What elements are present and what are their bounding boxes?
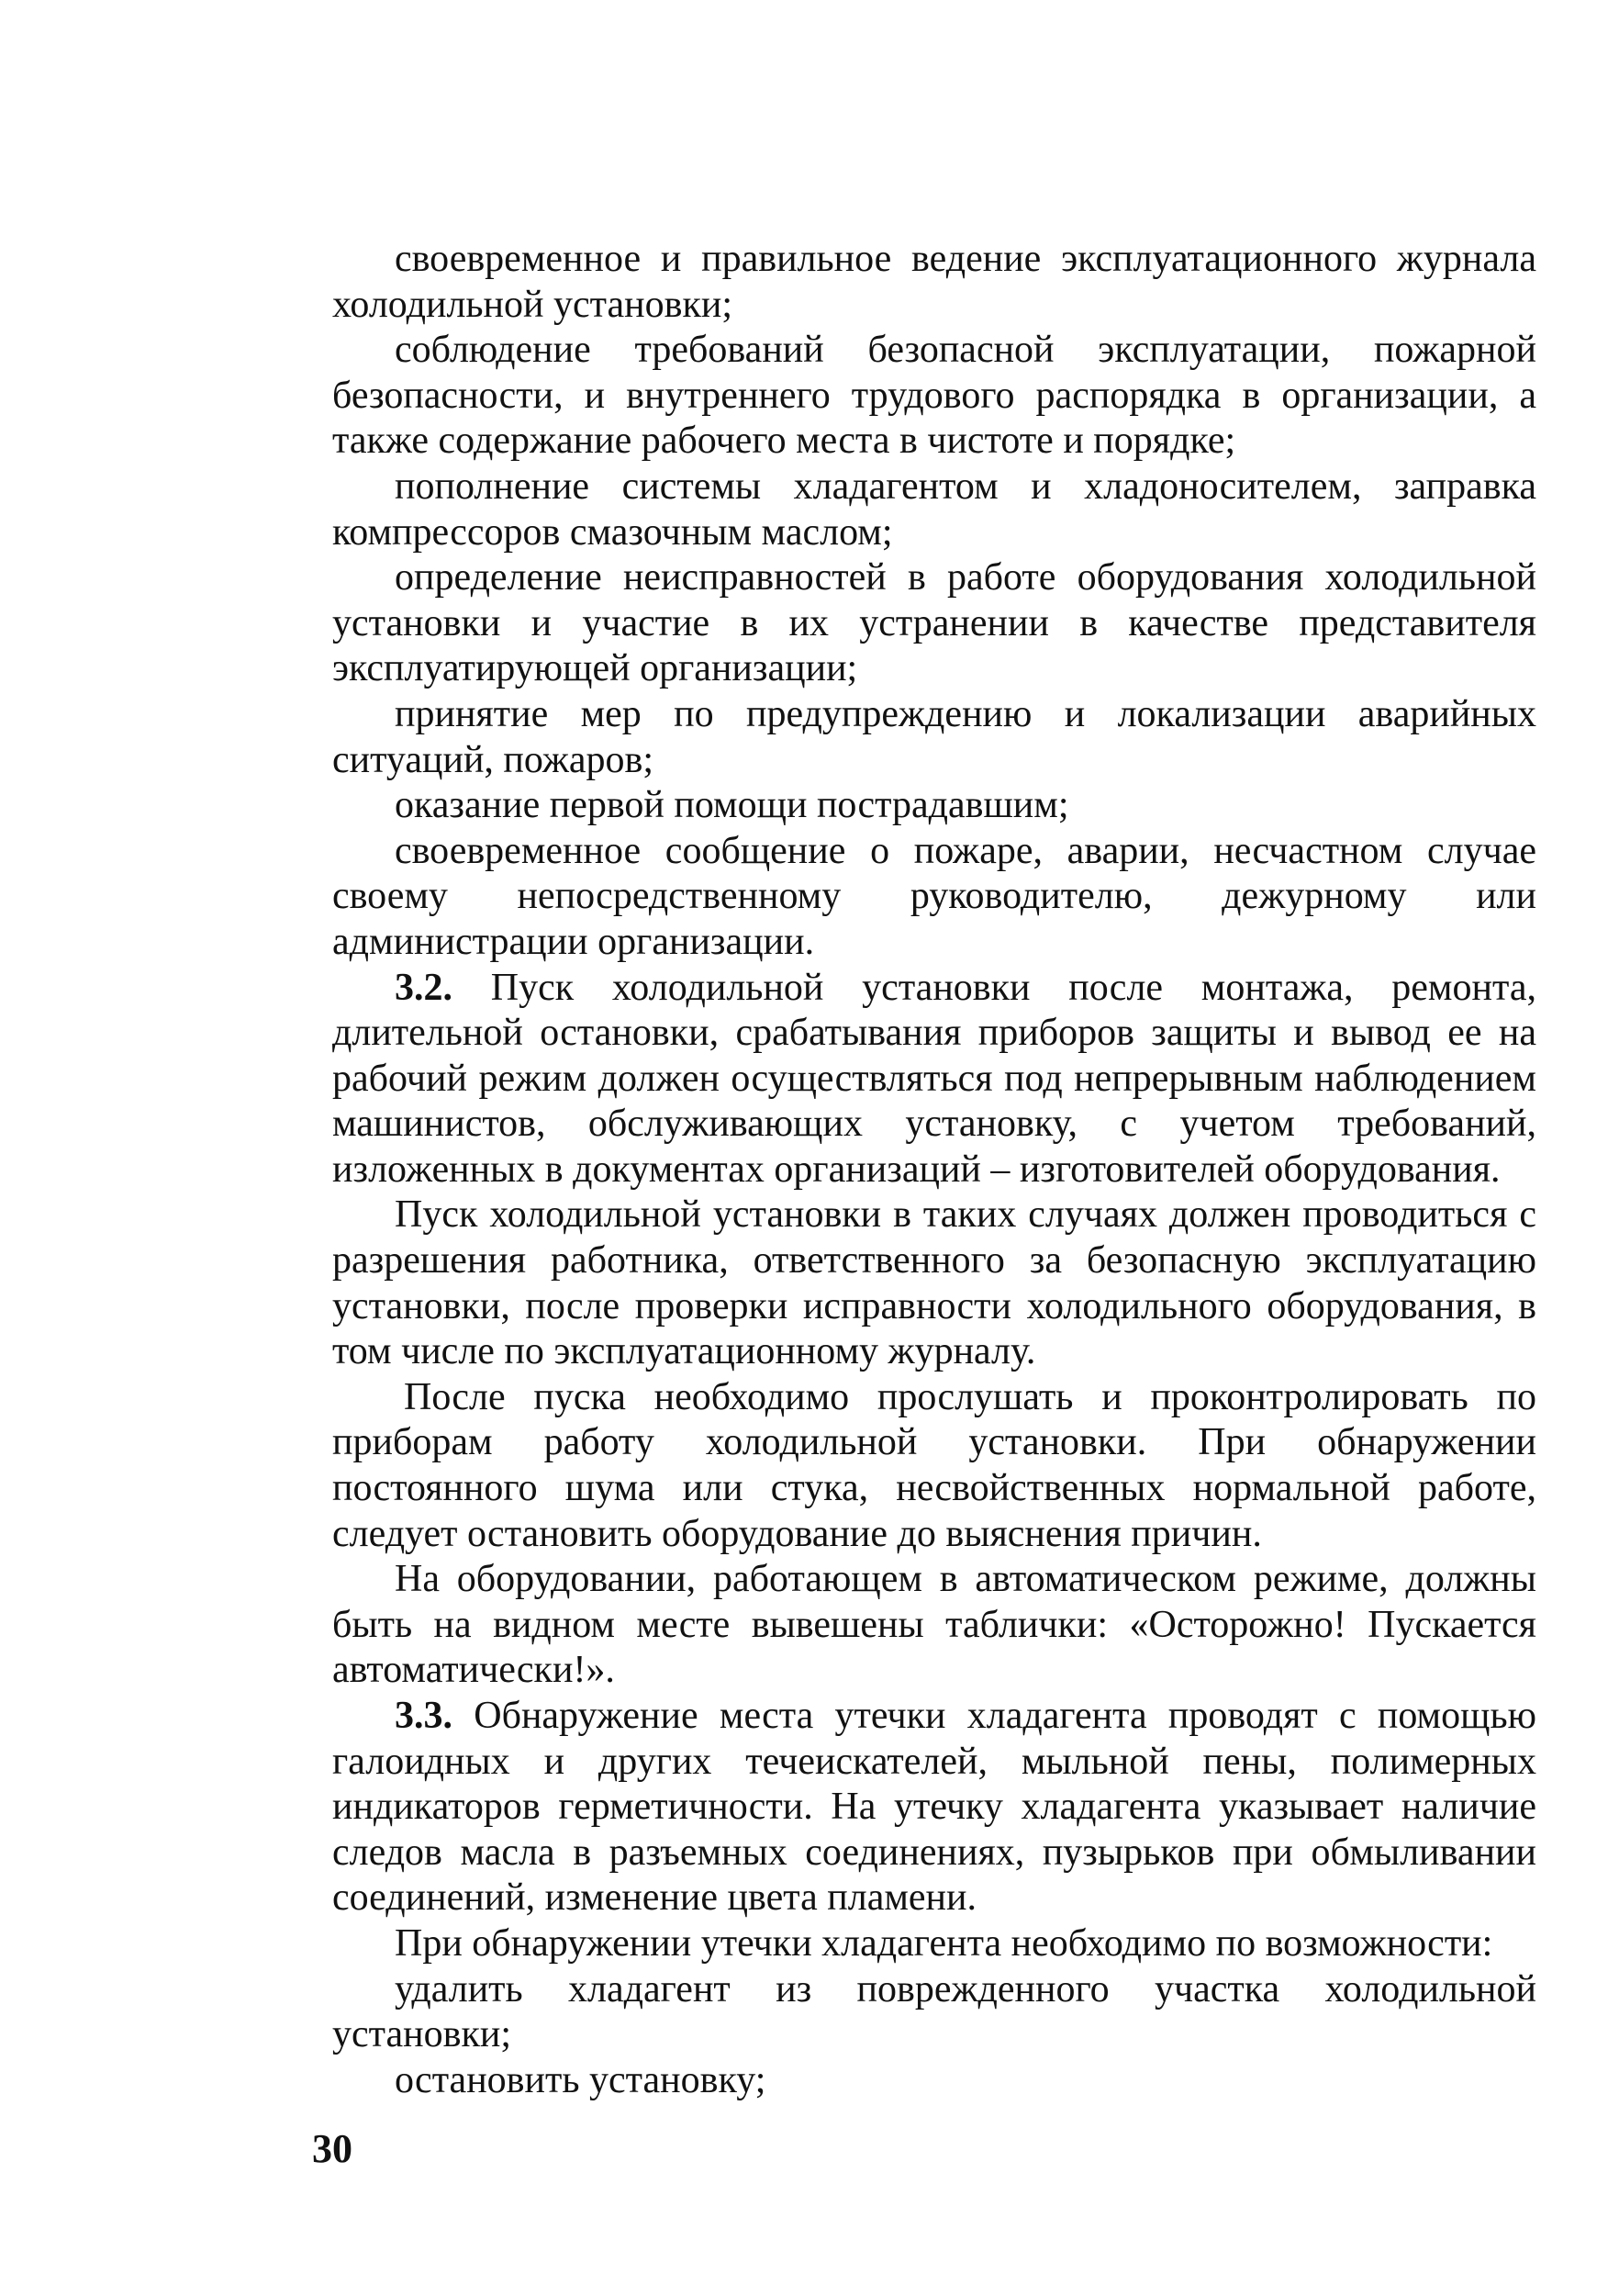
paragraph: При обнаружении утечки хладагента необходимо по возможности: (395, 1921, 1493, 1965)
paragraph: определение неисправностей в работе оборудования холодильной установки и участие в их устранении в качестве представителя эксплуатирующей организации; (332, 556, 1536, 690)
paragraph: После пуска необходимо прослушать и проконтролировать по приборам работу холодильной установки. При обнаружении постоянного шума или стука, несвойственных нормальной работе, следует остановить оборудование до выяснения причин. (332, 1375, 1536, 1555)
paragraph: оказание первой помощи пострадавшим; (395, 784, 1069, 827)
paragraph: Пуск холодильной установки в таких случаях должен проводиться с разрешения работника, ответственного за безопасную эксплуатацию установки, после проверки исправности холодильного оборудования, в том числе по эксплуатационному журналу. (332, 1193, 1536, 1373)
paragraph: принятие мер по предупреждению и локализации аварийных ситуаций, пожаров; (332, 692, 1536, 781)
paragraph: На оборудовании, работающем в автоматическом режиме, должны быть на видном месте вывешены таблички: «Осторожно! Пускается автоматически!». (332, 1558, 1536, 1692)
section-paragraph: 3.2. Пуск холодильной установки после монтажа, ремонта, длительной остановки, срабатывания приборов защиты и вывод ее на рабочий режим должен осуществляться под непрерывным наблюдением машинистов, обслуживающих установку, с учетом требований, изложенных в документах организаций – изготовителей оборудования. (332, 966, 1536, 1191)
section-paragraph: 3.3. Обнаружение места утечки хладагента проводят с помощью галоидных и других течеискателей, мыльной пены, полимерных индикаторов герметичности. На утечку хладагента указывает наличие следов масла в разъемных соединениях, пузырьков при обмыливании соединений, изменение цвета пламени. (332, 1695, 1536, 1920)
paragraph: пополнение системы хладагентом и хладоносителем, заправка компрессоров смазочным маслом; (332, 465, 1536, 554)
body-text (332, 237, 1536, 2103)
paragraph: остановить установку; (395, 2058, 766, 2101)
paragraph: своевременное сообщение о пожаре, аварии, несчастном случае своему непосредственному руководителю, дежурному или администрации организации. (332, 829, 1536, 963)
section-number: 3.3. (395, 1695, 452, 1737)
paragraph: своевременное и правильное ведение эксплуатационного журнала холодильной установки; (332, 238, 1536, 326)
paragraph: соблюдение требований безопасной эксплуатации, пожарной безопасности, и внутреннего трудового распорядка в организации, а также содержание рабочего места в чистоте и порядке; (332, 329, 1536, 463)
paragraph: удалить хладагент из поврежденного участка холодильной установки; (332, 1967, 1536, 2056)
page-number: 30 (312, 2126, 352, 2171)
section-number: 3.2. (395, 966, 452, 1009)
